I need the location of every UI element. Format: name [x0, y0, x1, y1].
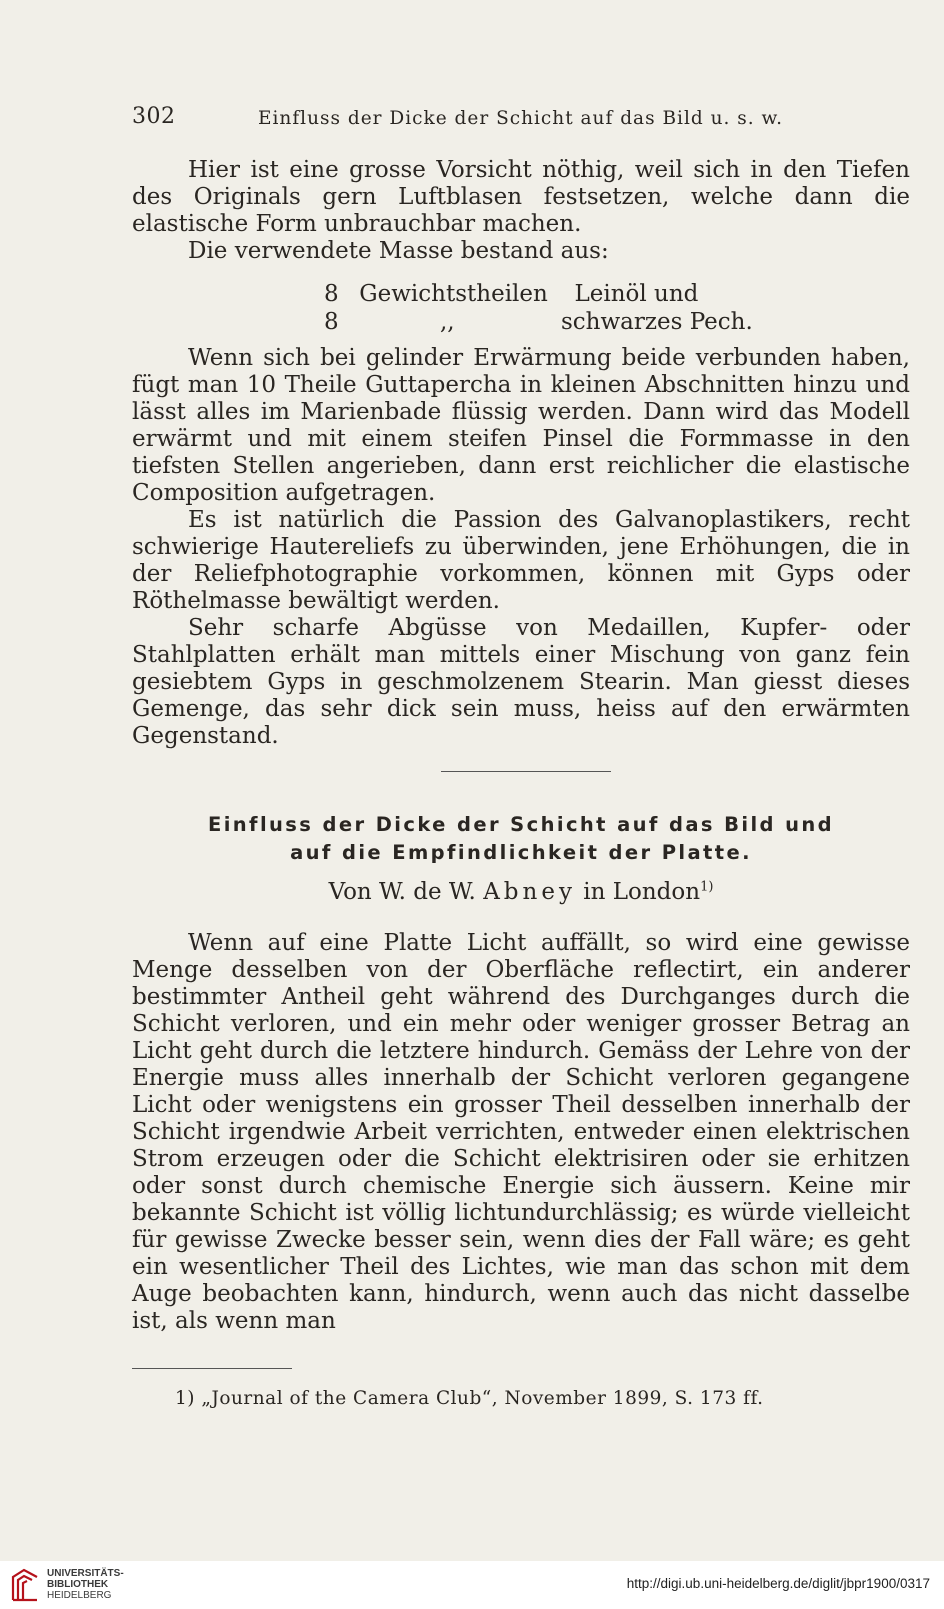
- footnote-marker: 1): [700, 879, 714, 895]
- ingredient-row: [324, 309, 339, 336]
- section-title-line2: auf die Empfindlichkeit der Platte.: [290, 841, 752, 864]
- footnote-divider: [132, 1368, 292, 1369]
- byline-prefix: Von W. de W.: [328, 879, 476, 905]
- section-title-line1: Einfluss der Dicke der Schicht auf das Bild und: [207, 813, 835, 836]
- ingredient-unit: ,,: [440, 309, 455, 335]
- library-line1: UNIVERSITÄTS-: [47, 1568, 124, 1579]
- paragraph: Wenn auf eine Platte Licht auffällt, so wird eine gewisse Menge desselben von der Oberfläche reflectirt, ein anderer bestimmter Antheil geht während des Durchganges durch die Schicht verloren, und ein mehr oder weniger grosser Betrag an Licht geht durch die letztere hindurch. Gemäss der Lehre von der Energie muss alles innerhalb der Schicht verloren gegangene Licht oder wenigstens ein grosser Theil desselben innerhalb der Schicht irgendwie Arbeit verrichten, entweder einen elektrischen Strom erzeugen oder die Schicht elektrisiren oder sie erhitzen oder sonst durch chemische Energie sich äussern. Keine mir bekannte Schicht ist völlig lichtundurchlässig; es würde vielleicht für gewisse Zwecke besser sein, wenn dies der Fall wäre; es geht ein wesentlicher Theil des Lichtes, wie man das schon mit dem Auge beobachten kann, hindurch, wenn auch das nicht dasselbe ist, als wenn man: [132, 930, 910, 1334]
- paragraph: Hier ist eine grosse Vorsicht nöthig, weil sich in den Tiefen des Originals gern Luftblasen festsetzen, welche dann die elastische Form unbrauchbar machen.: [132, 157, 910, 237]
- ingredient-item: Leinöl und: [574, 281, 699, 307]
- page-number: 302: [132, 104, 176, 129]
- section2-body: [132, 930, 910, 1335]
- permalink-url[interactable]: http://digi.ub.uni-heidelberg.de/diglit/jbpr1900/0317: [626, 1576, 930, 1591]
- ingredient-qty: 8: [324, 309, 339, 335]
- page-header: [132, 104, 912, 134]
- ingredient-qty: 8: [324, 281, 339, 307]
- library-footer: [0, 1561, 944, 1609]
- footnote: 1) „Journal of the Camera Club“, November 1899, S. 173 ff.: [175, 1388, 764, 1409]
- library-line3: HEIDELBERG: [47, 1590, 112, 1601]
- paragraph: Es ist natürlich die Passion des Galvanoplastikers, recht schwierige Hautereliefs zu überwinden, jene Erhöhungen, die in der Reliefphotographie vorkommen, können mit Gyps oder Röthelmasse bewältigt werden.: [132, 507, 910, 614]
- library-name: [47, 1568, 124, 1601]
- ingredient-unit: Gewichtstheilen: [359, 281, 548, 307]
- section-divider: [441, 771, 611, 772]
- ingredient-row: [324, 281, 698, 308]
- library-line2: BIBLIOTHEK: [47, 1579, 109, 1590]
- section1-body: [132, 345, 910, 750]
- paragraph: Wenn sich bei gelinder Erwärmung beide verbunden haben, fügt man 10 Theile Guttapercha in kleinen Abschnitten hinzu und lässt alles im Marienbade flüssig werden. Dann wird das Modell erwärmt und mit einem steifen Pinsel die Formmasse in den tiefsten Stellen angerieben, dann erst reichlicher die elastische Composition aufgetragen.: [132, 345, 910, 506]
- ingredient-item-row: [561, 309, 753, 336]
- paragraph: Sehr scharfe Abgüsse von Medaillen, Kupfer- oder Stahlplatten erhält man mittels einer Mischung von ganz fein gesiebtem Gyps in geschmolzenem Stearin. Man giesst dieses Gemenge, das sehr dick sein muss, heiss auf den erwärmten Gegenstand.: [132, 615, 910, 749]
- paragraph: Die verwendete Masse bestand aus:: [188, 238, 609, 264]
- ingredient-item: schwarzes Pech.: [561, 309, 753, 335]
- author-byline: [132, 879, 910, 905]
- ingredient-ditto: [440, 309, 455, 336]
- running-title: Einfluss der Dicke der Schicht auf das Bild u. s. w.: [258, 108, 784, 129]
- byline-suffix: in London: [583, 879, 701, 905]
- section1-intro: [132, 157, 910, 265]
- library-logo-icon: [10, 1567, 40, 1603]
- author-name: Abney: [483, 879, 576, 905]
